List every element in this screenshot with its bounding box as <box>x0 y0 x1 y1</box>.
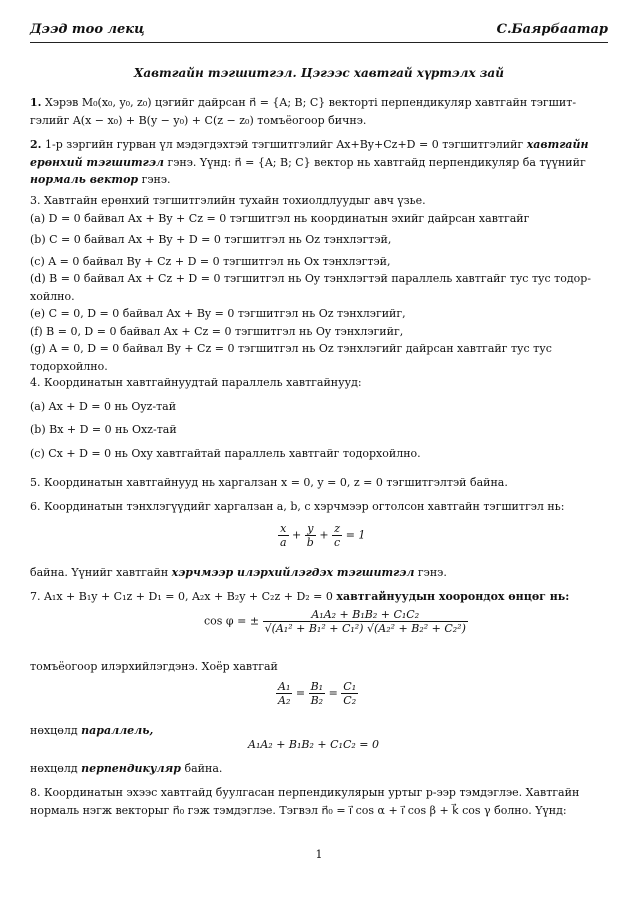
para-2-text-c: гэнэ. <box>138 173 171 186</box>
intercept-equation: $\frac{x}{a}$ + $\frac{y}{b}$ + $\frac{z}{c}$ = 1 <box>280 522 366 549</box>
para-4-b: (b) Bx + D = 0 нь Oxz-тай <box>30 423 177 436</box>
para-3 <box>30 192 608 375</box>
intercept-term: хэрчмээр илэрхийлэгдэх тэгшитгэл <box>171 566 415 579</box>
para-3-e: (e) C = 0, D = 0 байвал Ax + By = 0 тэгшитгэл нь Oz тэнхлэгийг, <box>30 307 406 320</box>
para-7-after: томъёогоор илэрхийлэгдэнэ. Хоёр хавтгай <box>30 660 278 673</box>
para-4-a: (a) Ax + D = 0 нь Oyz-тай <box>30 399 177 413</box>
para-5: 5. Координатын хавтгайнууд нь харгалзан x = 0, y = 0, z = 0 тэгшитгэлтэй байна. <box>30 476 508 489</box>
header-right: С.Баярбаатар <box>496 22 608 37</box>
parallel-condition: $\frac{\text{A₁}}{\text{A₂}}$ = $\frac{\text{B₁}}{\text{B₂}}$ = $\frac{\text{C₁}}{\text{C₂}}$ <box>278 680 357 707</box>
para-2 <box>30 136 608 189</box>
para-3-g2: тодорхойлно. <box>30 359 108 373</box>
angle-formula: cos φ = ± $\frac{\text{A₁A₂ + B₁B₂ + C₁C₂}}{\text{√(A₁² + B₁² + C₁²) √(A₂² + B₂² + C₂²)}}$ <box>204 608 466 635</box>
page-title: Хавтгайн тэгшитгэл. Цэгээс хавтгай хүртэлх зай <box>134 66 504 80</box>
header-left: Дээд тоо лекц <box>30 22 145 37</box>
para-1-line1: Хэрэв M₀(x₀, y₀, z₀) цэгийг дайрсан n⃗ = {A; B; C} вектортi перпендикуляр хавтгайн тэгшит- <box>44 96 577 109</box>
para-3-a: (a) D = 0 байвал Ax + By + Cz = 0 тэгшитгэл нь координатын эхийг дайрсан хавтгайг <box>30 211 530 225</box>
page-number: 1 <box>315 848 323 861</box>
para-6-after: байна. Үүнийг хавтгайн хэрчмээр илэрхийлэгдэх тэгшитгэл гэнэ. <box>30 566 447 579</box>
perpendicular-note: нөхцөлд перпендикуляр байна. <box>30 762 223 775</box>
para-2-num: 2. <box>30 138 42 151</box>
para-4-c: (c) Cx + D = 0 нь Oxy хавтгайтай параллель хавтгайг тодорхойлно. <box>30 446 421 460</box>
para-3-head: 3. Хавтгайн ерөнхий тэгшитгэлийн тухайн тохиолдлуудыг авч үзье. <box>30 194 426 207</box>
para-3-d2: хойлно. <box>30 289 75 303</box>
parallel-note: нөхцөлд параллель, <box>30 724 154 737</box>
para-3-d: (d) B = 0 байвал Ax + Cz + D = 0 тэгшитгэл нь Oy тэнхлэгтэй параллель хавтгайг тус тус тодор- <box>30 272 592 285</box>
para-1-line2: гэлийг A(x − x₀) + B(y − y₀) + C(z − z₀) томъёогоор бичнэ. <box>30 113 367 127</box>
para-7-head: 7. A₁x + B₁y + C₁z + D₁ = 0, A₂x + B₂y + C₂z + D₂ = 0 хавтгайнуудын хоорондох өнцөг нь: <box>30 590 570 603</box>
para-3-b: (b) C = 0 байвал Ax + By + D = 0 тэгшитгэл нь Oz тэнхлэгтэй, <box>30 233 392 246</box>
header-rule <box>30 42 608 43</box>
para-1-num: 1. <box>30 96 42 109</box>
para-2-term-c: нормаль вектор <box>30 173 139 186</box>
para-4-head: 4. Координатын хавтгайнуудтай параллель хавтгайнууд: <box>30 376 362 389</box>
para-2-term-b: ерөнхий тэгшитгэл <box>30 155 164 169</box>
para-2-text-a: 1-р зэргийн гурван үл мэдэгдэхтэй тэгшитгэлийг Ax+By+Cz+D = 0 тэгшитгэлийг <box>44 138 527 151</box>
para-3-c: (c) A = 0 байвал By + Cz + D = 0 тэгшитгэл нь Ox тэнхлэгтэй, <box>30 254 391 268</box>
para-6-head: 6. Координатын тэнхлэгүүдийг харгалзан a, b, c хэрчмээр огтолсон хавтгайн тэгшитгэл нь: <box>30 500 565 513</box>
para-2-term-a: хавтгайн <box>526 138 589 151</box>
para-8 <box>30 784 608 819</box>
para-8-line1: 8. Координатын эхээс хавтгайд буулгасан перпендикулярын уртыг p-ээр тэмдэглэе. Хавтгайн <box>30 786 580 799</box>
para-3-f: (f) B = 0, D = 0 байвал Ax + Cz = 0 тэгшитгэл нь Oy тэнхлэгийг, <box>30 324 404 338</box>
para-2-text-b: гэнэ. Үүнд: n⃗ = {A; B; C} вектор нь хавтгайд перпендикуляр ба түүнийг <box>163 155 586 169</box>
para-4 <box>30 374 608 462</box>
para-1 <box>30 94 608 129</box>
perpendicular-condition: A₁A₂ + B₁B₂ + C₁C₂ = 0 <box>248 738 379 751</box>
para-3-g: (g) A = 0, D = 0 байвал By + Cz = 0 тэгшитгэл нь Oz тэнхлэгийг дайрсан хавтгайг тус тус <box>30 342 552 355</box>
para-8-line2: нормаль нэгж векторыг n⃗₀ гэж тэмдэглэе. Тэгвэл n⃗₀ = i⃗ cos α + i⃗ cos β + k⃗ cos γ болно. Үүнд: <box>30 803 567 817</box>
